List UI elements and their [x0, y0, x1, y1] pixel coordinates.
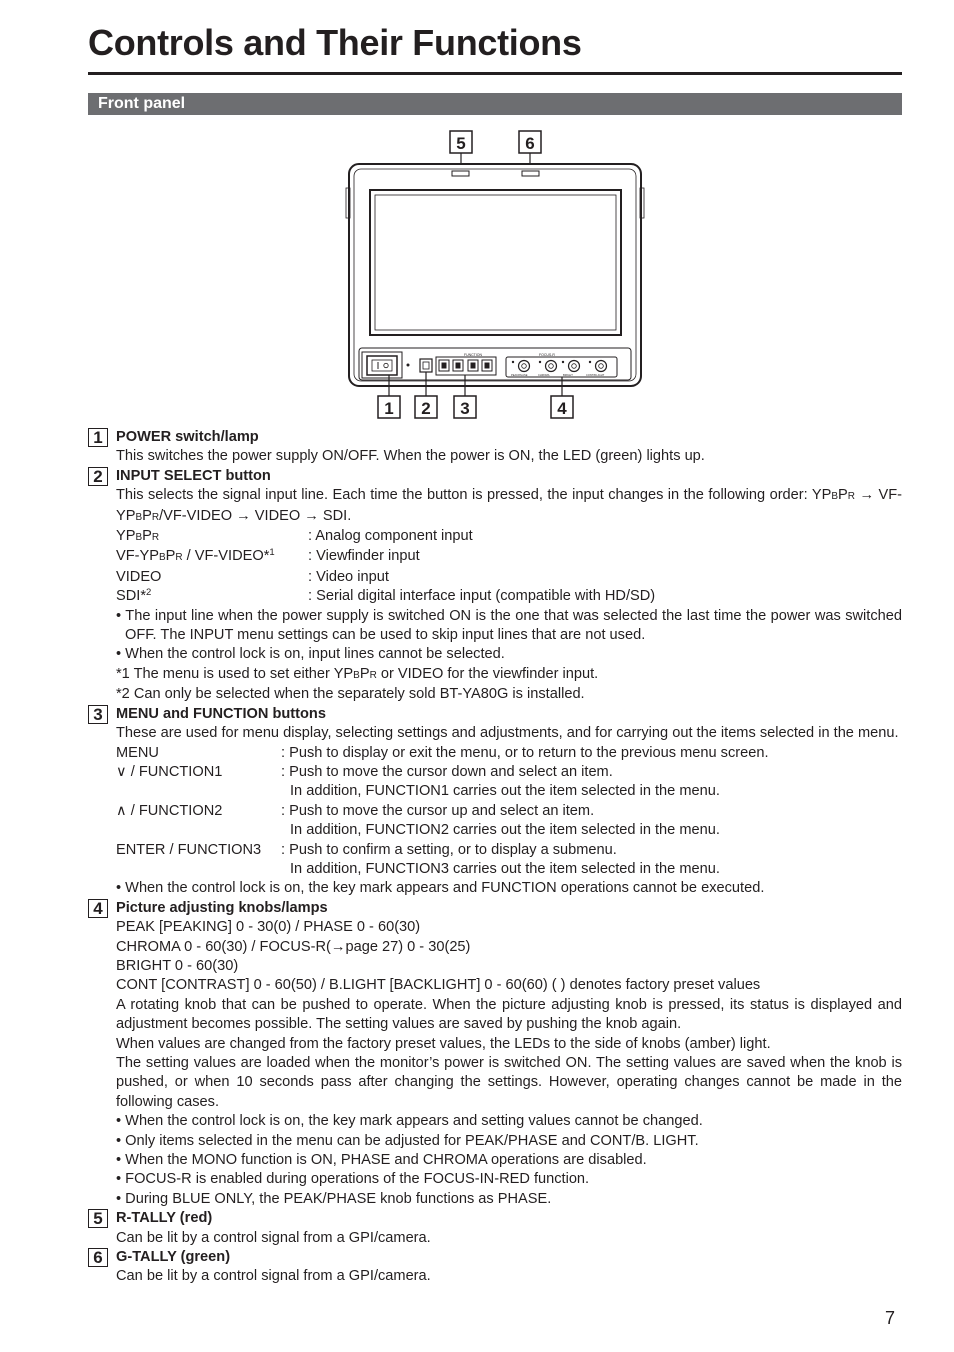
bullet-note: • Only items selected in the menu can be adjusted for PEAK/PHASE and CONT/B. LIGHT.	[116, 1132, 699, 1149]
item-input-select	[88, 467, 902, 705]
input-row: YPBPR : Analog component input	[116, 528, 473, 545]
item-description: This selects the signal input line. Each time the button is pressed, the input changes in the following order: YPBPR → VF-YPBPR/VF-VIDEO → VIDEO → SDI.	[116, 487, 902, 524]
item-g-tally	[88, 1248, 902, 1287]
focus-label: FOCUS-R	[539, 353, 555, 357]
item-number: 1	[88, 428, 108, 447]
button-row-menu: MENU : Push to display or exit the menu, or to return to the previous menu screen.	[116, 744, 769, 761]
button-row-function3: ENTER / FUNCTION3 : Push to confirm a setting, or to display a submenu.	[116, 841, 617, 858]
cont-blight-knob[interactable]	[596, 361, 607, 372]
bullet-note: • When the MONO function is ON, PHASE and CHROMA operations are disabled.	[116, 1152, 647, 1169]
controls-description	[88, 428, 902, 1287]
callout-1-label: 1	[384, 399, 394, 418]
paragraph: When values are changed from the factory preset values, the LEDs to the side of knobs (amber) light.	[116, 1035, 771, 1052]
button-row-continuation: In addition, FUNCTION2 carries out the item selected in the menu.	[290, 822, 720, 839]
callout-3	[454, 396, 476, 418]
page-title: Controls and Their Functions	[88, 22, 582, 63]
knob-range-line: BRIGHT 0 - 60(30)	[116, 957, 239, 974]
bullet-note: • When the control lock is on, the key mark appears and setting values cannot be changed.	[116, 1113, 703, 1130]
button-row-function1: ∨ / FUNCTION1 : Push to move the cursor down and select an item.	[116, 763, 613, 780]
input-row: VIDEO : Video input	[116, 568, 389, 585]
knob-range-line: CHROMA 0 - 60(30) / FOCUS-R(→page 27) 0 - 30(25)	[116, 938, 471, 955]
callout-1	[378, 396, 400, 418]
input-row: VF-YPBPR / VF-VIDEO*$^1$ : Viewfinder input	[116, 547, 420, 565]
item-heading: POWER switch/lamp	[116, 429, 259, 445]
chroma-knob[interactable]	[546, 361, 557, 372]
monitor-body	[346, 164, 644, 386]
callout-5-label: 5	[456, 134, 466, 153]
g-tally-lamp	[522, 171, 539, 176]
button-row-continuation: In addition, FUNCTION3 carries out the item selected in the menu.	[290, 860, 720, 877]
item-number: 2	[88, 467, 108, 486]
item-heading: R-TALLY (red)	[116, 1210, 213, 1227]
item-number: 3	[88, 705, 108, 724]
callout-6	[519, 131, 541, 153]
bullet-note: • When the control lock is on, the key mark appears and FUNCTION operations cannot be executed.	[116, 880, 765, 897]
bright-label: BRIGHT	[563, 374, 573, 377]
item-picture-knobs	[88, 899, 902, 1210]
item-heading: Picture adjusting knobs/lamps	[116, 899, 328, 916]
bullet-note: • FOCUS-R is enabled during operations of the FOCUS-IN-RED function.	[116, 1171, 590, 1188]
section-title: Front panel	[98, 95, 186, 112]
item-number: 6	[88, 1248, 108, 1267]
knob-range-line: PEAK [PEAKING] 0 - 30(0) / PHASE 0 - 60(30)	[116, 919, 421, 936]
item-description: These are used for menu display, selecting settings and adjustments, and for carrying out the items selected in the menu.	[116, 725, 899, 742]
callout-5	[450, 131, 472, 153]
item-description: This switches the power supply ON/OFF. When the power is ON, the LED (green) lights up.	[116, 448, 705, 465]
bright-knob[interactable]	[569, 361, 580, 372]
item-description: Can be lit by a control signal from a GPI/camera.	[116, 1268, 431, 1285]
callout-2-label: 2	[421, 399, 431, 418]
knob-range-line: CONT [CONTRAST] 0 - 60(50) / B.LIGHT [BACKLIGHT] 0 - 60(60) ( ) denotes factory preset values	[116, 977, 761, 994]
item-heading: G-TALLY (green)	[116, 1249, 231, 1266]
item-heading: MENU and FUNCTION buttons	[116, 705, 326, 722]
footnote-1: *1 The menu is used to set either YPBPR or VIDEO for the viewfinder input.	[116, 665, 599, 682]
title-rule	[88, 72, 902, 75]
page-number: 7	[885, 1308, 896, 1328]
chroma-label: CHROMA	[538, 374, 550, 377]
callout-3-label: 3	[460, 399, 470, 418]
r-tally-lamp	[452, 171, 469, 176]
power-lamp	[407, 364, 410, 367]
bullet-note: • During BLUE ONLY, the PEAK/PHASE knob functions as PHASE.	[116, 1190, 552, 1207]
item-description: Can be lit by a control signal from a GPI/camera.	[116, 1229, 431, 1246]
lcd-screen	[370, 190, 621, 335]
button-row-continuation: In addition, FUNCTION1 carries out the item selected in the menu.	[290, 783, 720, 800]
callout-4	[551, 396, 573, 418]
peak-phase-knob[interactable]	[519, 361, 530, 372]
bullet-note: • The input line when the power supply is switched ON is the one that was selected the last time the power was switched OFF. The INPUT menu settings can be used to skip input lines that are not used.	[116, 607, 902, 644]
bullet-note: • When the control lock is on, input lines cannot be selected.	[116, 646, 505, 663]
item-number: 4	[88, 899, 108, 918]
paragraph: A rotating knob that can be pushed to operate. When the picture adjusting knob is pressed, its status is displayed and adjustment becomes possible. The setting values are saved by pushing the knob again.	[116, 996, 902, 1033]
item-number: 5	[88, 1209, 108, 1228]
item-power-switch	[88, 428, 902, 467]
function-label: FUNCTION	[463, 353, 483, 357]
item-r-tally	[88, 1209, 902, 1248]
callout-2	[415, 396, 437, 418]
paragraph: The setting values are loaded when the monitor’s power is switched ON. The setting values are saved when the knob is pushed, or when 10 seconds pass after changing the settings. However, operating changes cannot be made in the following cases.	[116, 1055, 902, 1110]
callout-4-label: 4	[557, 399, 567, 418]
callout-6-label: 6	[525, 134, 535, 153]
front-panel-illustration	[340, 128, 650, 423]
section-header-bar	[88, 93, 902, 115]
item-menu-function-buttons	[88, 705, 902, 899]
peak-label: PEAK/PHASE	[511, 374, 528, 377]
item-heading: INPUT SELECT button	[116, 467, 271, 484]
input-row: SDI*$^2$ : Serial digital interface input (compatible with HD/SD)	[116, 587, 656, 605]
button-row-function2: ∧ / FUNCTION2 : Push to move the cursor up and select an item.	[116, 802, 595, 819]
input-select-button[interactable]	[420, 359, 432, 372]
cont-label: CONT/B.LIGHT	[586, 374, 605, 377]
footnote-2: *2 Can only be selected when the separately sold BT-YA80G is installed.	[116, 686, 585, 703]
